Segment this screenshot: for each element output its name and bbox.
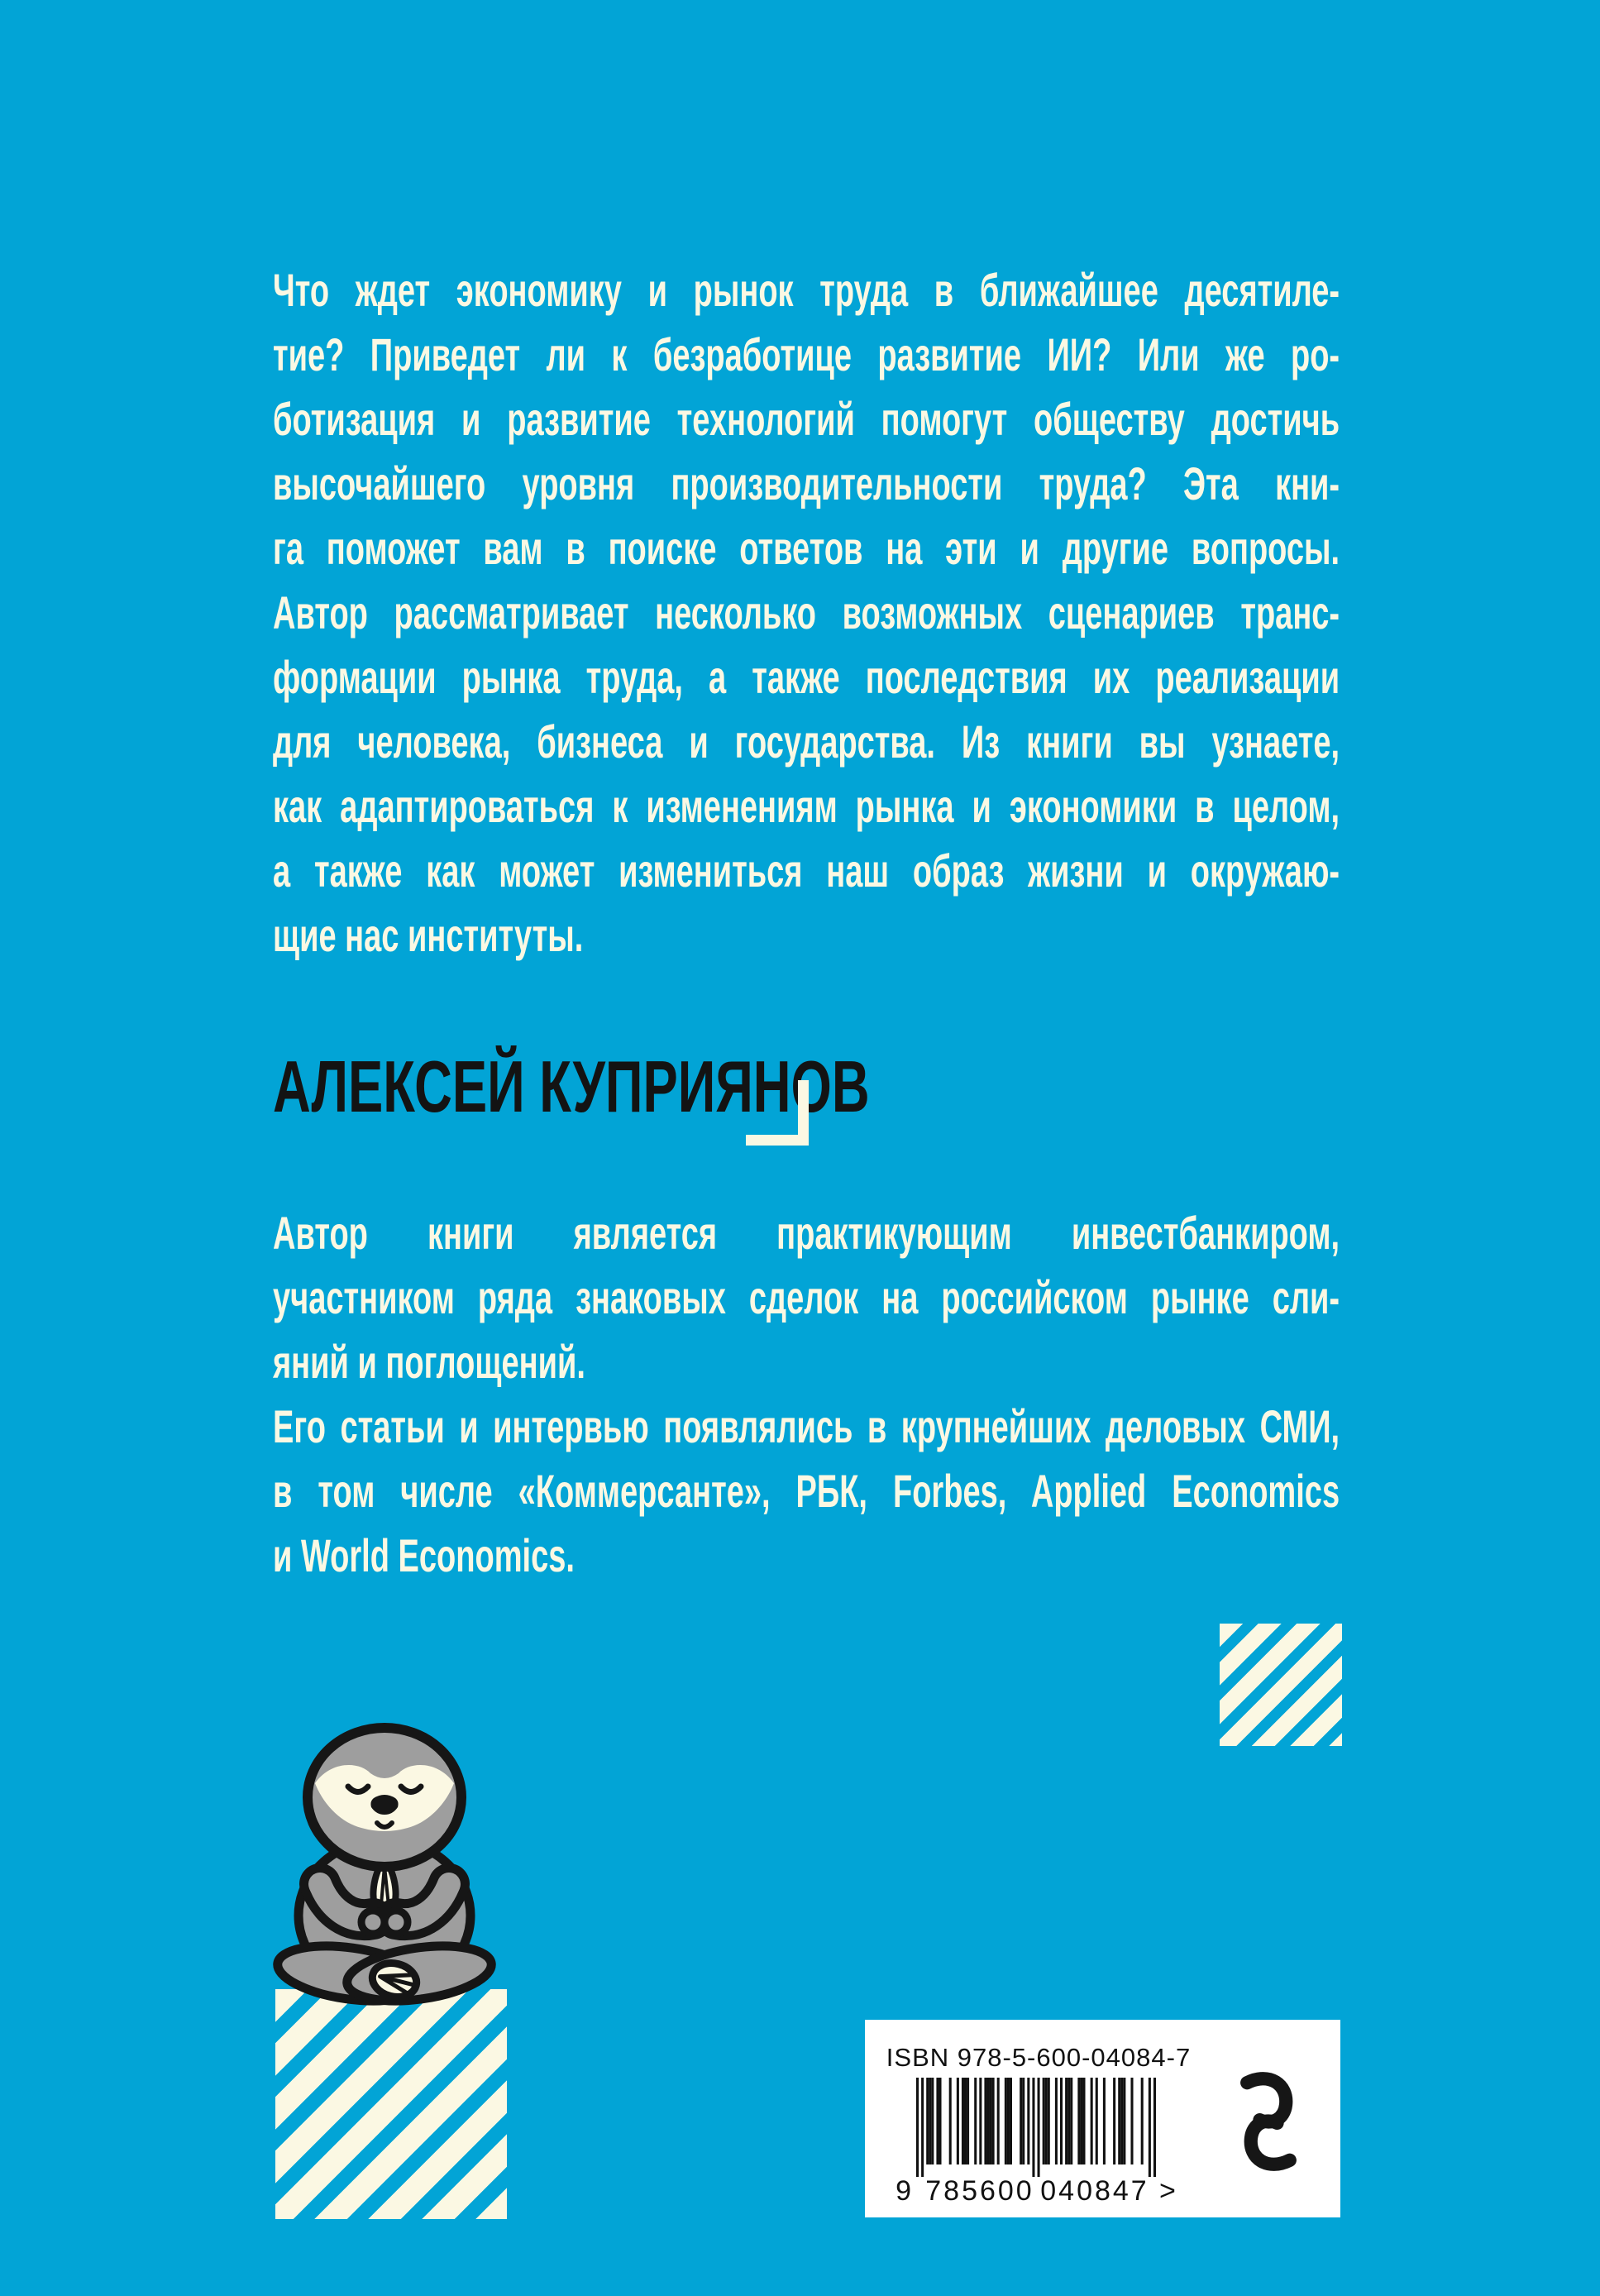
eksmo-publisher-logo-icon (1233, 2068, 1304, 2175)
annotation-line: Автор рассматривает несколько возможных сценариев транс- (273, 586, 1340, 639)
annotation-line: для человека, бизнеса и государства. Из книги вы узнаете, (273, 715, 1340, 768)
annotation-line: тие? Приведет ли к безработице развитие ИИ? Или же ро- (273, 328, 1340, 380)
annotation-line: ботизация и развитие технологий помогут обществу достичь (273, 393, 1340, 445)
bio-line: и World Economics. (273, 1529, 575, 1581)
barcode-digits-left: 785600 (925, 2175, 1034, 2207)
author-bio-text (273, 1201, 1340, 1588)
sloth (275, 1728, 495, 2009)
bio-line: Автор книги является практикующим инвестбанкиром, (273, 1207, 1340, 1259)
annotation-line: щие нас институты. (273, 909, 584, 961)
annotation-text (273, 258, 1340, 968)
striped-square-large (275, 1989, 507, 2219)
annotation-line: как адаптироваться к изменениям рынка и экономики в целом, (273, 780, 1340, 832)
isbn-barcode-panel (865, 2020, 1340, 2217)
bio-line: Его статьи и интервью появлялись в крупнейших деловых СМИ, (273, 1400, 1340, 1452)
meditating-sloth-illustration (269, 1719, 509, 2013)
annotation-line: высочайшего уровня производительности труда? Эта кни- (273, 457, 1340, 509)
sloth-head (308, 1728, 461, 1867)
barcode-digits-right: 040847 (1040, 2175, 1149, 2207)
barcode-quiet-zone-mark: > (1159, 2175, 1176, 2207)
annotation-line: Что ждет экономику и рынок труда в ближайшее десятиле- (273, 264, 1340, 316)
author-name: АЛЕКСЕЙ КУПРИЯНОВ (273, 1045, 870, 1127)
bio-line: яний и поглощений. (273, 1336, 585, 1388)
barcode-digit-lead: 9 (896, 2175, 911, 2207)
striped-square-small (1220, 1624, 1342, 1746)
isbn-number: ISBN 978-5-600-04084-7 (886, 2043, 1192, 2072)
annotation-line: га поможет вам в поиске ответов на эти и другие вопросы. (273, 522, 1340, 574)
annotation-line: а также как может измениться наш образ жизни и окружаю- (273, 844, 1340, 897)
ean13-barcode (916, 2078, 1156, 2177)
bio-line: в том числе «Коммерсанте», РБК, Forbes, Applied Economics (273, 1465, 1340, 1517)
bio-line: участником ряда знаковых сделок на российском рынке сли- (273, 1271, 1340, 1323)
corner-bracket-decoration (746, 1080, 809, 1146)
annotation-line: формации рынка труда, а также последствия их реализации (273, 651, 1340, 703)
